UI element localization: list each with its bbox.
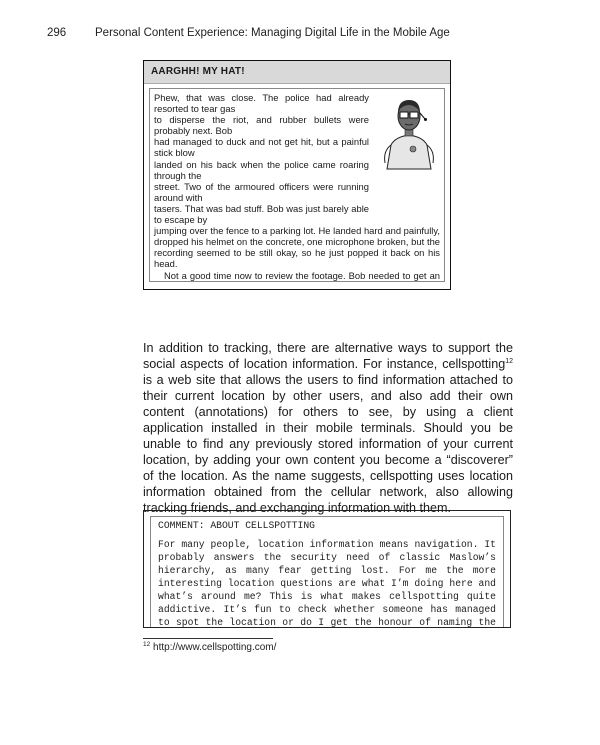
- comment-box: [143, 510, 511, 628]
- sidebar-line: tasers. That was bad stuff. Bob was just barely able to escape by: [154, 202, 369, 226]
- sidebar-body: [149, 88, 445, 282]
- comment-body: For many people, location information means navigation. It probably answers the security need of classic Maslow’s hierarchy, as many fear getting lost. For me the more interesting location questions are what I’m doing here and what’s around me? This is what makes cellspotting quite addictive. It’s fun to check whether someone has managed to spot the location or do I get the honour of naming the: [158, 539, 496, 628]
- comment-title: COMMENT: ABOUT CELLSPOTTING: [158, 520, 315, 531]
- running-title: Personal Content Experience: Managing Digital Life in the Mobile Age: [95, 27, 450, 39]
- sidebar-paragraph-2: Not a good time now to review the footage. Bob needed to get an: [164, 269, 440, 281]
- footnote: [143, 642, 276, 653]
- bob-character-illustration: [379, 93, 439, 171]
- page-number: 296: [47, 27, 67, 39]
- footnote-number: 12: [143, 641, 151, 648]
- sidebar-line: had managed to duck and not get hit, but a painful stick blow: [154, 136, 369, 159]
- footnote-url[interactable]: http://www.cellspotting.com/: [153, 642, 277, 653]
- sidebar-narrow-lines: [154, 92, 369, 225]
- comment-inner: [150, 516, 504, 628]
- footnote-reference: 12: [505, 358, 513, 365]
- sidebar-line: street. Two of the armoured officers were running around with: [154, 180, 369, 203]
- body-paragraph: [143, 340, 513, 516]
- story-sidebar: [143, 60, 451, 290]
- sidebar-line: landed on his back when the police came roaring through the: [154, 158, 369, 181]
- body-text: [143, 340, 513, 516]
- running-header: [47, 27, 580, 39]
- body-paragraph-start: In addition to tracking, there are alternative ways to support the social aspects of location information. For instance, cellspotting: [143, 341, 513, 371]
- sidebar-line: to disperse the riot, and rubber bullets were probably next. Bob: [154, 114, 369, 137]
- sidebar-line: Phew, that was close. The police had already resorted to tear gas: [154, 92, 369, 115]
- footnote-divider: [143, 638, 273, 639]
- sidebar-title: AARGHH! MY HAT!: [144, 61, 450, 84]
- body-paragraph-end: is a web site that allows the users to find information attached to their current location by other users, and also add their own content (annotations) for others to see, by using a client application installed in their mobile terminals. Should you be unable to find any previously stored information of your current location, by adding your own content you become a “discoverer” of the location. As the name suggests, cellspotting uses location information obtained from the cellular network, also allowing tracking friends, and exchanging information with them.: [143, 373, 513, 515]
- sidebar-paragraph-1-rest: jumping over the fence to a parking lot. He landed hard and painfully, dropped his helmet on the concrete, one microphone broken, but the recording seemed to be still okay, so he just popped it back on his head.: [154, 225, 440, 270]
